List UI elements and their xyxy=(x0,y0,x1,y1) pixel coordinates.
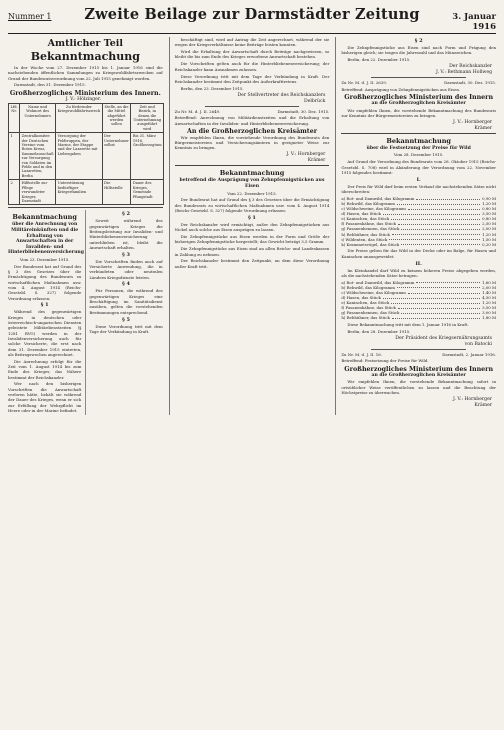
signer: J. V.: Hornberger xyxy=(286,152,326,158)
price-value: 3,50 M xyxy=(482,211,497,217)
price-value: 0,80 M xyxy=(482,216,497,222)
price-item: f) Fasanenhähne, das Stück xyxy=(341,305,396,311)
paragraph-mark: § 2 xyxy=(122,211,130,218)
paragraph-mark: § 2 xyxy=(414,38,423,44)
body-paragraph: Im Kleinhandel darf Wild zu keinem höheren Preise abgegeben werden, als die nachstehenden Sätze betragen: xyxy=(341,267,497,278)
ref-date: Darmstadt, 2. Januar 1916. xyxy=(442,351,497,357)
price-value: 1,20 M xyxy=(482,300,497,306)
body-paragraph: Während des gegenwärtigen Krieges in deutschen oder österreichisch-ungarischen Diensten geleistete Militärdienstzeiten (§ 1281 RVO) werden in der Invalidenversicherung auch für solche Versicherte, die erst nach dem 31. Dezember 1915 eintreten, als Beitragswochen angerechnet. xyxy=(8,309,82,357)
newspaper-title: Zweite Beilage zur Darmstädter Zeitung xyxy=(84,6,420,23)
price-row xyxy=(341,315,496,320)
column-right xyxy=(335,37,496,415)
left-subcolumn-b xyxy=(85,210,162,415)
body-paragraph: Der Bundesrat hat auf Grund des § 3 des Gesetzes über die Ermächtigung des Bundesrats zu wirtschaftlichen Maßnahmen usw. vom 4. August 1914 (Reichs-Gesetzbl. S. 327) folgende Verordnung erlassen: xyxy=(174,197,330,213)
price-value: 1,20 M xyxy=(482,201,497,206)
price-value: 1,40 M xyxy=(482,289,497,295)
price-value: 1,60 M xyxy=(482,279,497,285)
ref-subject: Betreffend: Anrechnung von Militärdienstzeiten und die Erhaltung von Anwartschaften in der Invaliden- und Hinterbliebenenversicherung. xyxy=(174,115,330,126)
table-cell: 2 xyxy=(9,180,20,205)
masthead xyxy=(8,6,496,34)
left-subcolumn-a xyxy=(8,210,84,415)
price-item: h) Rebhühner, das Stück xyxy=(341,315,390,321)
ref-line xyxy=(175,109,330,114)
office-line: Der Präsident des Kriegsernährungsamts xyxy=(395,335,493,341)
price-value: 1,20 M xyxy=(482,231,497,237)
price-value: 0,80 M xyxy=(482,206,497,212)
ref-number: Zu Nr. M. d. J. II. 16. xyxy=(341,351,382,357)
price-item: g) Fasanenhennen, das Stück xyxy=(341,310,400,316)
table-cell: Zentralkomitee der Deutschen Vereine vom Roten Kreuz, Sammelausschuß zur Versorgung von Soldaten im Felde und in den Lazaretten, Berlin xyxy=(21,134,54,178)
body-paragraph: Auf Grund der Verordnung des Bundesrats vom 28. Oktober 1915 (Reichs-Gesetzbl. S. 708) wird in Abänderung der Verordnung vom 22. November 1915 folgendes bestimmt: xyxy=(341,159,497,175)
price-item: b) Rehwild, das Kilogramm xyxy=(341,201,395,206)
intro-signature: Darmstadt, den 31. Dezember 1915. xyxy=(14,82,86,88)
price-value: 3,50 M xyxy=(482,305,497,311)
price-item: f) Fasanenhähne, das Stück xyxy=(341,221,396,227)
table-cell: Die Hilfsstelle xyxy=(102,180,131,205)
ref-line xyxy=(341,352,496,357)
table-header: Zu fördernder Kriegswohlfahrtszweck xyxy=(56,103,103,132)
table-cell: Hilfsstelle zur Pflege verwundeter Krieger, Darmstadt xyxy=(20,180,56,205)
price-value: 1,50 M xyxy=(482,236,497,242)
table-row xyxy=(9,133,164,180)
price-value: 2,50 M xyxy=(482,221,497,227)
paragraph-mark: § 1 xyxy=(248,214,256,221)
addressee-heading: an die Großherzoglichen Kreisämter xyxy=(371,100,466,106)
table-header: Zeit und Bezirk, in denen die Unternehmung ausgeführt wird xyxy=(131,103,164,132)
signer: Krämer xyxy=(307,158,326,164)
ministry-heading: Großherzogliches Ministerium des Innern xyxy=(344,365,494,373)
table-cell: Versorgung der Feldtruppen, der Marine, der Etappe und der Lazarette mit Liebesgaben xyxy=(56,133,103,180)
body-paragraph: Der Bundesrat hat auf Grund des § 3 des Gesetzes über die Ermächtigung des Bundesrats zu wirtschaftlichen Maßnahmen usw. vom 4. August 1914 (Reichs-Gesetzbl. S. 327) folgende Verordnung erlassen: xyxy=(8,263,82,301)
price-item: d) Hasen, das Stück xyxy=(341,295,381,300)
table-header-row xyxy=(9,103,164,132)
price-item: e) Kaninchen, das Stück xyxy=(341,216,390,222)
place-date: Berlin, den 22. Dezember 1915. xyxy=(347,57,411,63)
left-subcolumns xyxy=(8,210,163,415)
body-paragraph: Die Anrechnung erfolgt für die Zeit vom 1. August 1914 bis zum Ende des Krieges; das Nähere bestimmt der Reichskanzler. xyxy=(8,358,82,380)
price-item: b) Rehwild, das Kilogramm xyxy=(341,284,395,290)
collections-table xyxy=(8,103,164,206)
paragraph-mark: § 5 xyxy=(122,316,130,323)
table-cell: Bis 31. März 1916, Großherzogtum xyxy=(131,133,164,180)
table-header: Name und Wohnort des Unternehmers xyxy=(20,103,56,132)
signer: J. V.: Hornberger xyxy=(452,396,493,402)
price-value: 0,20 M xyxy=(482,241,497,247)
divider xyxy=(175,165,330,166)
body-paragraph: Die Vorschriften gelten auch für die Hinterbliebenenversicherung; der Reichskanzler kann Ausnahmen zulassen. xyxy=(174,61,330,72)
columns xyxy=(8,37,496,415)
announcement-subtitle: über die Festsetzung der Preise für Wild xyxy=(366,145,471,151)
body-paragraph: Soweit während des gegenwärtigen Krieges die Beitragsleistung zur Invaliden- und Hinterbliebenenversicherung unterblieben ist, bleibt die Anwartschaft erhalten. xyxy=(89,218,163,250)
section-mark: II. xyxy=(415,260,422,267)
intro-text: In der Woche vom 27. Dezember 1915 bis 1. Januar 1916 sind die nachstehenden öffentlichen Sammlungen zu Kriegswohlfahrtszwecken auf Grund der Bundesratsverordnung vom 22. Juli 1915 genehmigt worden. xyxy=(8,65,163,81)
price-value: 4,50 M xyxy=(482,295,497,300)
ministry-heading: Großherzogliches Ministerium des Innern. xyxy=(9,89,161,97)
ref-number: Zu Nr. M. d. J. II. 2639. xyxy=(341,80,387,86)
price-item: a) Rot- und Damwild, das Kilogramm xyxy=(341,195,415,201)
price-value: 1,80 M xyxy=(482,315,497,321)
price-item: i) Wildenten, das Stück xyxy=(341,236,388,242)
paragraph-mark: § 3 xyxy=(122,251,130,258)
price-item: c) Wildschweine, das Kilogramm xyxy=(341,206,406,212)
body-paragraph: Wird die Erhaltung der Anwartschaft durch Beiträge nachgewiesen, so bleibt die bis zum Ende des Krieges erworbene Anwartschaft bestehen. xyxy=(174,49,330,60)
paragraph-mark: § 1 xyxy=(40,302,49,309)
signer: J. V.: Bethmann Hollweg xyxy=(435,70,493,76)
announcement-heading: Bekanntmachung xyxy=(386,136,451,145)
table-header: Stelle, an die die Mittel abgeführt werden sollen xyxy=(102,103,131,132)
body-paragraph: Wer nach den bisherigen Vorschriften die Anwartschaft verloren hätte, behält sie während der Dauer des Krieges, wenn er sich zur Erfüllung der Wehrpflicht im Heere oder in der Marine befindet. xyxy=(8,381,82,413)
table-cell: Unterstützung bedürftiger Kriegerfamilien xyxy=(56,180,103,205)
price-item: a) Rot- und Damwild, das Kilogramm xyxy=(341,279,415,285)
office-line: Der Stellvertreter des Reichskanzlers xyxy=(237,92,326,98)
announcement-date: Vom 23. Dezember 1915. xyxy=(19,256,70,262)
body-paragraph: Die Preise gelten für das Wild in der Decke oder im Balge, für Hasen und Kaninchen unausgeweidet. xyxy=(341,248,497,259)
announcement-heading: Bekanntmachung xyxy=(12,213,77,222)
table-cell: Dauer des Krieges, Gemeinde Pfungstadt xyxy=(131,180,164,205)
price-value: 2,00 M xyxy=(482,226,497,232)
body-paragraph: Die Vorschriften finden auch auf Versicherte Anwendung, die in verbündeten oder neutralen Ländern Kriegsdienste leisten. xyxy=(89,258,163,280)
table-cell: Der Unternehmer selbst xyxy=(102,133,131,180)
column-middle xyxy=(169,37,330,415)
divider xyxy=(371,349,466,350)
price-item: h) Rebhühner, das Stück xyxy=(341,231,390,237)
announcement-date: Vom 28. Dezember 1915. xyxy=(393,152,444,158)
price-item: d) Hasen, das Stück xyxy=(341,211,381,217)
ref-number: Zu Nr. M. d. J. II. 2649. xyxy=(174,108,221,114)
ref-date: Darmstadt, 30. Dez. 1915. xyxy=(444,80,497,86)
price-item: k) Krammetsvögel, das Stück xyxy=(341,241,400,247)
announcement-subtitle: über die Anrechnung von Militäreinkünften und die Erhaltung von Anwartschaften in der Invaliden- und Hinterbliebenenversicherung xyxy=(8,222,84,256)
price-list-wholesale xyxy=(341,196,496,247)
announcement-heading: Bekanntmachung xyxy=(219,169,285,178)
body-paragraph: Für Personen, die während des gegenwärtigen Krieges eine Beschäftigung im Sanitätsdienst ausüben, gelten die vorstehenden Bestimmungen entsprechend. xyxy=(89,288,163,315)
price-row xyxy=(341,242,496,247)
price-value: 0,90 M xyxy=(482,195,497,201)
ref-date: Darmstadt, 30. Dez. 1915. xyxy=(277,108,330,114)
issue-date: 3. Januar 1916 xyxy=(452,12,496,32)
table-header: Lfd. Nr. xyxy=(9,103,20,132)
table-row xyxy=(9,180,164,205)
price-item: g) Fasanenhennen, das Stück xyxy=(341,226,400,232)
body-paragraph: Der Reichskanzler bestimmt den Zeitpunkt, an dem diese Verordnung außer Kraft tritt. xyxy=(174,258,330,269)
ref-subject: Betreffend: Festsetzung der Preise für Wild. xyxy=(341,358,429,364)
announcement-date: Vom 22. Dezember 1915. xyxy=(227,190,277,196)
body-paragraph: Diese Verordnung tritt mit dem Tage der Verkündung in Kraft. xyxy=(89,323,163,334)
body-paragraph: Wir empfehlen Ihnen, die vorstehende Bekanntmachung des Bundesrats zur Kenntnis der Bürgermeistereien zu bringen. xyxy=(341,107,497,118)
body-paragraph: Diese Bekanntmachung tritt mit dem 1. Januar 1916 in Kraft. xyxy=(347,321,469,327)
announcement-heading: Bekanntmachung xyxy=(30,50,140,63)
paragraph-mark: § 4 xyxy=(122,281,130,288)
price-list-retail xyxy=(341,280,496,321)
table-cell: 1 xyxy=(9,133,20,180)
price-item: e) Kaninchen, das Stück xyxy=(341,300,390,306)
section-mark: I. xyxy=(416,176,421,183)
ministry-heading: Großherzogliches Ministerium des Innern xyxy=(344,93,494,101)
ref-subject: Betreffend: Ausprägung von Zehnpfennigstücken aus Eisen. xyxy=(341,86,461,92)
ref-line xyxy=(341,80,496,85)
office-line: Der Reichskanzler xyxy=(449,64,493,70)
body-paragraph: Die Zehnpfennigstücke aus Eisen sind an allen Reichs- und Landeskassen in Zahlung zu nehmen. xyxy=(174,246,330,257)
divider xyxy=(341,133,496,134)
signer: Delbrück xyxy=(304,98,326,104)
column-left xyxy=(8,37,163,415)
body-paragraph: Die Zehnpfennigstücke aus Eisen werden in der Form und Größe der bisherigen Zehnpfennigstücke hergestellt; das Gewicht beträgt 3,5 Gramm. xyxy=(174,234,330,245)
addressee-heading: An die Großherzoglichen Kreisämter xyxy=(186,127,318,135)
issue-number: Nummer 1 xyxy=(8,12,52,21)
price-value: 2,00 M xyxy=(482,284,497,290)
body-paragraph: Die Zehnpfennigstücke aus Eisen sind nach Form und Prägung den bisherigen gleich; sie tragen die Jahreszahl und das Münzzeichen. xyxy=(341,45,497,56)
divider xyxy=(8,207,163,208)
price-item: c) Wildschweine, das Kilogramm xyxy=(341,289,406,295)
body-paragraph: Wir empfehlen Ihnen, die vorstehende Verordnung des Bundesrats den Bürgermeistereien und Versicherungsämtern in geeigneter Weise zur Kenntnis zu bringen. xyxy=(174,134,330,151)
place-date: Berlin, den 23. Dezember 1915. xyxy=(180,85,244,91)
signer: J. V.: Hornberger xyxy=(452,119,493,125)
body-paragraph: Der Preis für Wild darf beim ersten Verkauf die nachstehenden Sätze nicht überschreiten: xyxy=(341,183,497,195)
ministry-signer: J. V.: Hölzinger. xyxy=(65,96,101,102)
section-heading: Amtlicher Teil xyxy=(47,38,123,49)
addressee-heading: an die Großherzoglichen Kreisämter xyxy=(371,372,466,378)
divider xyxy=(371,77,466,78)
body-paragraph: Wir empfehlen Ihnen, die vorstehende Bekanntmachung sofort in ortsüblicher Weise veröffentlichen zu lassen und die Beachtung der Höchstpreise zu überwachen. xyxy=(341,379,497,395)
body-paragraph: Der Reichskanzler wird ermächtigt, außer den Zehnpfennigstücken aus Nickel auch solche aus Eisen ausprägen zu lassen. xyxy=(174,221,330,233)
body-paragraph: Diese Verordnung tritt mit dem Tage der Verkündung in Kraft. Der Reichskanzler bestimmt den Zeitpunkt des Außerkrafttretens. xyxy=(174,73,330,84)
announcement-subtitle: betreffend die Ausprägung von Zehnpfennigstücken aus Eisen xyxy=(179,178,325,189)
body-paragraph: beschäftigt sind, wird auf Antrag die Zeit angerechnet, während der sie wegen der Kriegsverhältnisse keine Beiträge leisten konnten. xyxy=(174,37,330,48)
place-date: Berlin, den 28. Dezember 1915. xyxy=(347,328,411,334)
signer: von Batocki xyxy=(464,341,493,347)
signer: Krämer xyxy=(474,402,493,408)
divider xyxy=(205,106,300,107)
price-value: 3,00 M xyxy=(482,310,497,316)
signer: Krämer xyxy=(474,125,493,131)
